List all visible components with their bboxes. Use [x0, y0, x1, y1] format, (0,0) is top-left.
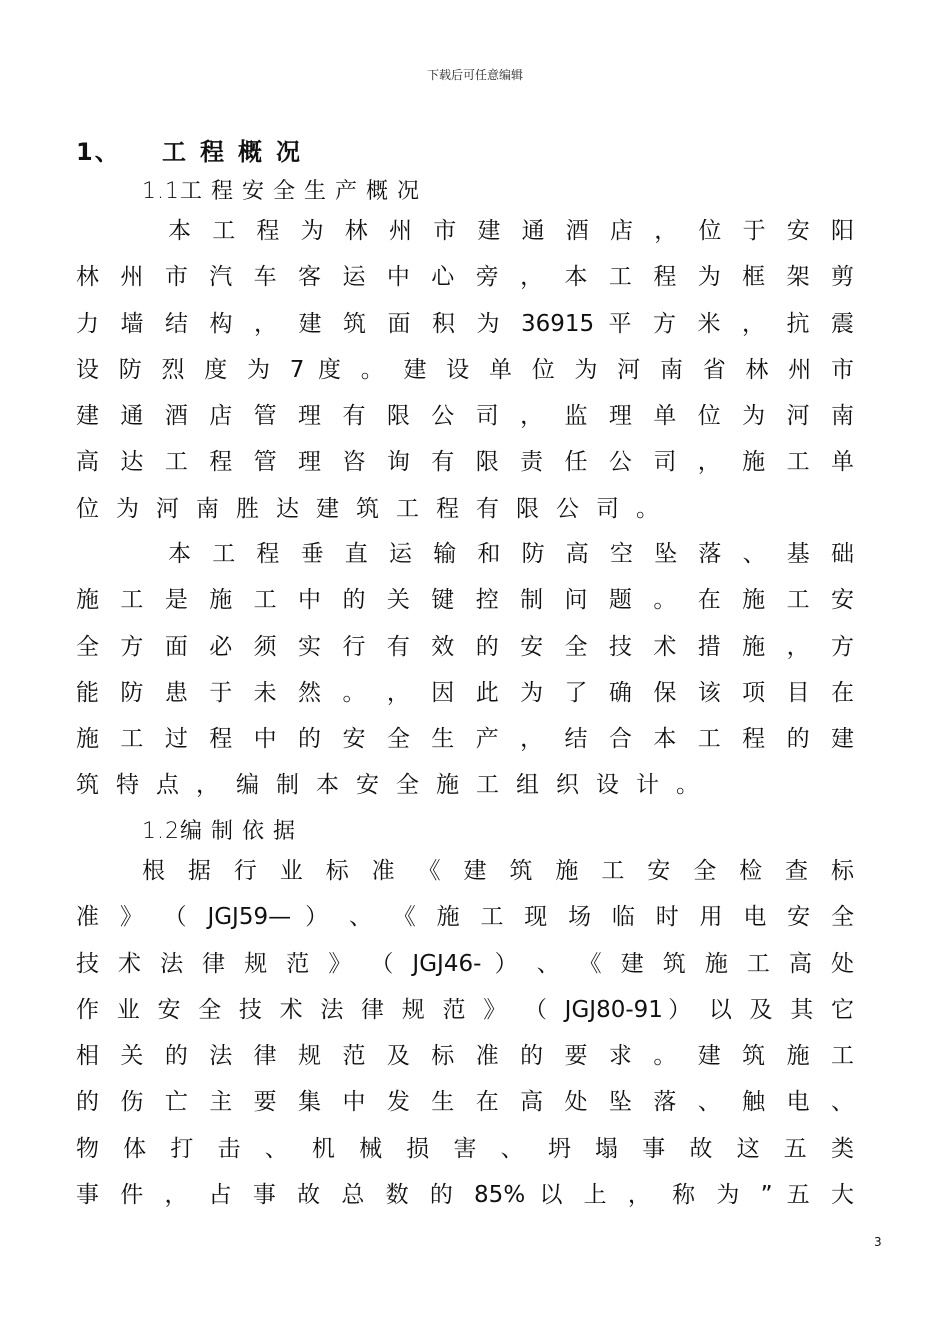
subsection-title: 工程安全生产概况 — [180, 179, 429, 204]
paragraph-basis — [76, 848, 854, 1218]
section-title: 工程概况 — [162, 138, 314, 166]
paragraph-key-issues — [76, 531, 854, 809]
text-line: 筑特点，编制本安全施工组织设计。 — [76, 772, 716, 799]
text-line: 施 工 是 施 工 中 的 关 键 控 制 问 题 。 在 施 工 安 — [76, 587, 854, 614]
text-line: 事 件 ， 占 事 故 总 数 的 85% 以 上 ， 称 为 ” 五 大 — [76, 1182, 854, 1209]
text-line: 设 防 烈 度 为 7 度 。 建 设 单 位 为 河 南 省 林 州 市 — [76, 356, 854, 383]
section-heading-1 — [76, 132, 314, 167]
text-line: 高 达 工 程 管 理 咨 询 有 限 责 任 公 司 ， 施 工 单 — [76, 449, 854, 476]
text-line: 作 业 安 全 技 术 法 律 规 范 》 （ JGJ80-91） 以 及 其 它 — [76, 996, 854, 1023]
subsection-number: 1.2 — [142, 819, 180, 844]
text-line: 建 通 酒 店 管 理 有 限 公 司 ， 监 理 单 位 为 河 南 — [76, 403, 854, 430]
text-line: 准 》 （ JGJ59— ） 、 《 施 工 现 场 临 时 用 电 安 全 — [76, 904, 854, 931]
page-number: 3 — [874, 1235, 882, 1249]
section-number: 1、 — [76, 138, 121, 166]
section-heading-1-1 — [142, 174, 428, 205]
text-line: 根 据 行 业 标 准 《 建 筑 施 工 安 全 检 查 标 — [142, 858, 854, 884]
text-line: 本 工 程 垂 直 运 输 和 防 高 空 坠 落 、 基 础 — [168, 541, 854, 567]
text-line: 物 体 打 击 、 机 械 损 害 、 坍 塌 事 故 这 五 类 — [76, 1135, 854, 1162]
text-line: 位为河南胜达建筑工程有限公司。 — [76, 495, 676, 522]
text-line: 技 术 法 律 规 范 》 （ JGJ46- ） 、 《 建 筑 施 工 高 处 — [76, 950, 854, 977]
text-line: 全 方 面 必 须 实 行 有 效 的 安 全 技 术 措 施 ， 方 — [76, 633, 854, 660]
text-line: 林 州 市 汽 车 客 运 中 心 旁 ， 本 工 程 为 框 架 剪 — [76, 264, 854, 291]
page-header: 下载后可任意编辑 — [426, 68, 523, 82]
subsection-number: 1.1 — [142, 179, 180, 204]
text-line: 本 工 程 为 林 州 市 建 通 酒 店 ， 位 于 安 阳 — [168, 218, 854, 244]
text-line: 能 防 患 于 未 然 。 ， 因 此 为 了 确 保 该 项 目 在 — [76, 679, 854, 706]
text-line: 相 关 的 法 律 规 范 及 标 准 的 要 求 。 建 筑 施 工 — [76, 1043, 854, 1070]
section-heading-1-2 — [142, 814, 304, 845]
subsection-title: 编制依据 — [180, 819, 305, 844]
text-line: 力 墙 结 构 ， 建 筑 面 积 为 36915 平 方 米 ， 抗 震 — [76, 310, 854, 337]
text-line: 的 伤 亡 主 要 集 中 发 生 在 高 处 坠 落 、 触 电 、 — [76, 1089, 854, 1116]
paragraph-project-overview — [76, 208, 854, 532]
text-line: 施 工 过 程 中 的 安 全 生 产 ， 结 合 本 工 程 的 建 — [76, 726, 854, 753]
